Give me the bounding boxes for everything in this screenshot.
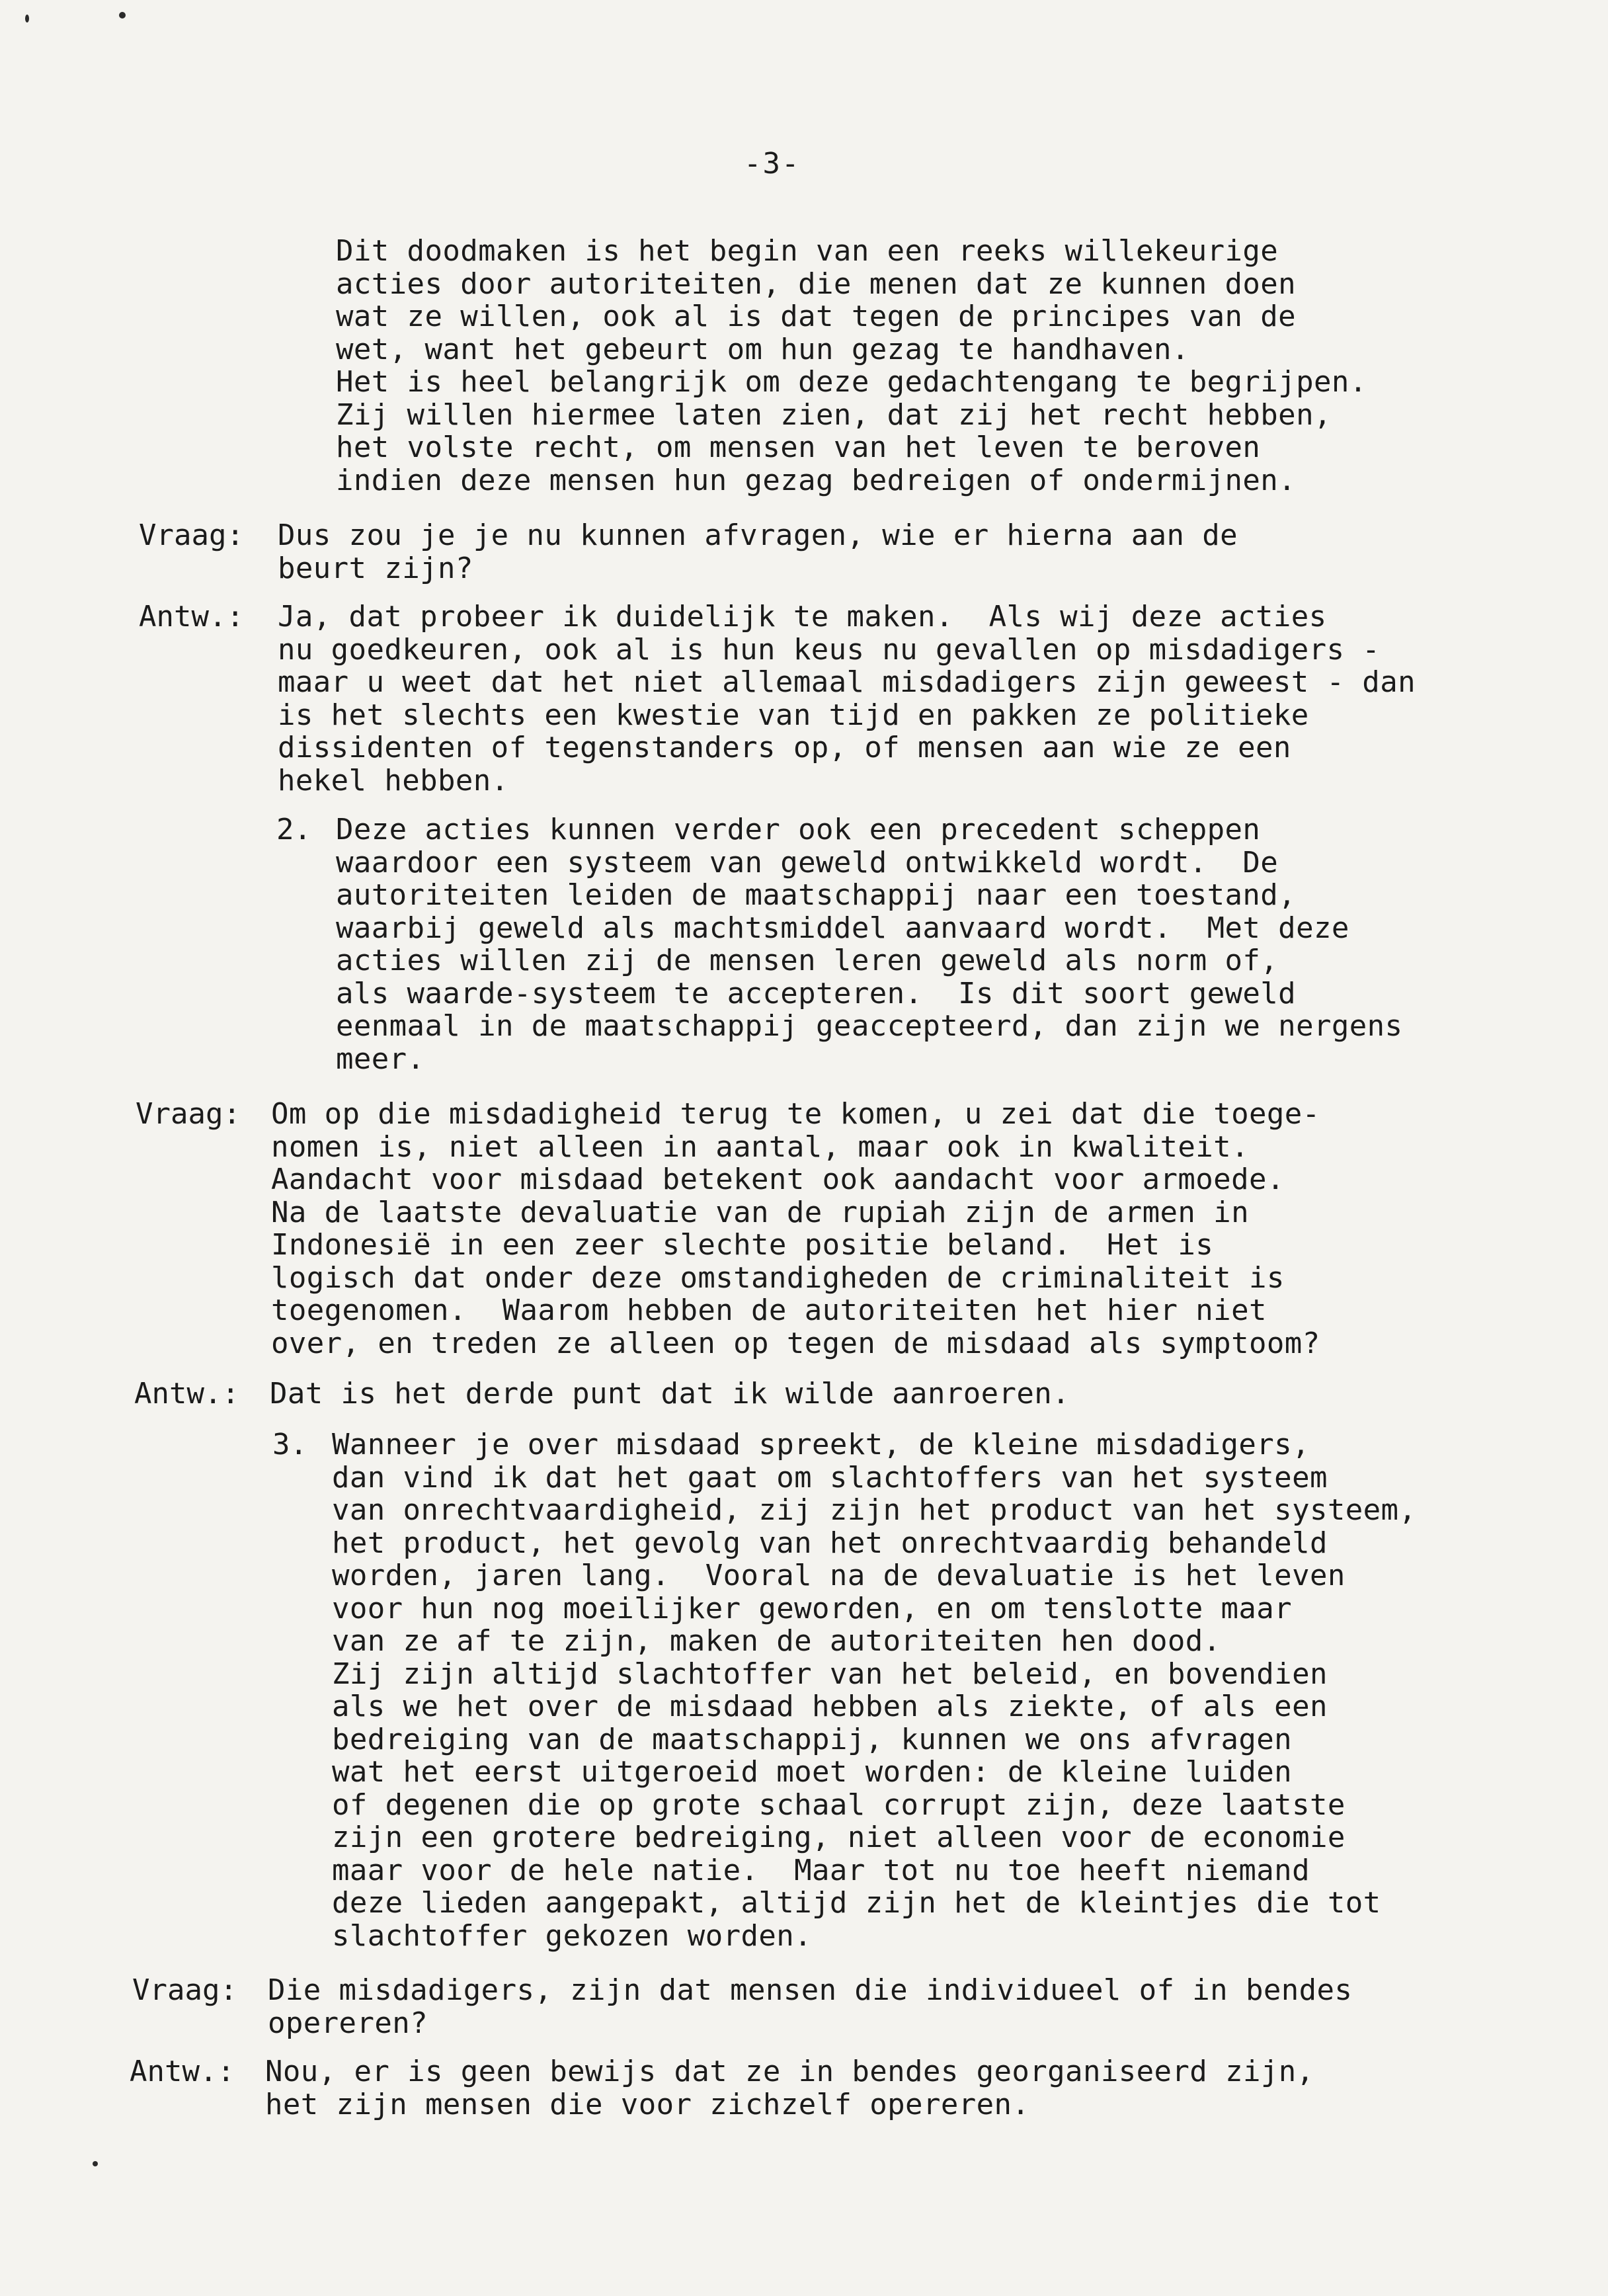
text-line: dan vind ik dat het gaat om slachtoffers van het systeem: [332, 1460, 1328, 1495]
text-line: acties willen zij de mensen leren geweld als norm of,: [336, 944, 1279, 977]
answer-text: [278, 600, 1416, 797]
text-line: als waarde-systeem te accepteren. Is dit soort geweld: [336, 976, 1297, 1010]
speaker-label: Antw.:: [130, 2055, 235, 2088]
text-line: Na de laatste devaluatie van de rupiah zijn de armen in: [271, 1195, 1249, 1229]
text-line: toegenomen. Waarom hebben de autoriteiten het hier niet: [271, 1293, 1267, 1327]
text-line: zijn een grotere bedreiging, niet alleen voor de economie: [332, 1821, 1346, 1854]
paragraph-lines: [336, 235, 1367, 497]
text-line: Zij zijn altijd slachtoffer van het beleid, en bovendien: [332, 1657, 1328, 1691]
text-line: slachtoffer gekozen worden.: [332, 1918, 813, 1953]
text-line: voor hun nog moeilijker geworden, en om tenslotte maar: [332, 1591, 1293, 1625]
speaker-label: Vraag:: [139, 518, 244, 552]
text-line: nomen is, niet alleen in aantal, maar ook in kwaliteit.: [271, 1129, 1249, 1164]
page-number: -3-: [744, 147, 801, 181]
point-number: 2.: [276, 813, 311, 846]
scan-speck: [25, 15, 29, 22]
text-line: Die misdadigers, zijn dat mensen die individueel of in bendes: [268, 1973, 1353, 2007]
scan-speck: [93, 2161, 98, 2166]
text-line: waarbij geweld als machtsmiddel aanvaard wordt. Met deze: [336, 911, 1349, 945]
speaker-label: Vraag:: [132, 1973, 237, 2007]
text-line: deze lieden aangepakt, altijd zijn het de kleintjes die tot: [332, 1886, 1381, 1920]
text-line: van ze af te zijn, maken de autoriteiten hen dood.: [332, 1624, 1221, 1658]
speaker-label: Vraag:: [136, 1097, 241, 1131]
speaker-label: Antw.:: [139, 600, 244, 634]
text-line: maar voor de hele natie. Maar tot nu toe heeft niemand: [332, 1853, 1310, 1887]
text-line: logisch dat onder deze omstandigheden de criminaliteit is: [271, 1260, 1285, 1295]
text-line: worden, jaren lang. Vooral na de devaluatie is het leven: [332, 1559, 1346, 1592]
text-line: indien deze mensen hun gezag bedreigen of ondermijnen.: [336, 463, 1297, 497]
point-text: [332, 1428, 1416, 1952]
answer-text: [265, 2055, 1314, 2121]
text-line: dissidenten of tegenstanders op, of mensen aan wie ze een: [278, 731, 1291, 764]
text-line: wet, want het gebeurt om hun gezag te handhaven.: [336, 332, 1189, 366]
text-line: Ja, dat probeer ik duidelijk te maken. Als wij deze acties: [278, 600, 1327, 634]
text-line: Deze acties kunnen verder ook een precedent scheppen: [336, 813, 1261, 846]
speaker-label: Antw.:: [134, 1377, 239, 1411]
text-line: Dus zou je je nu kunnen afvragen, wie er hierna aan de: [278, 518, 1238, 552]
text-line: Dat is het derde punt dat ik wilde aanroeren.: [270, 1377, 1070, 1411]
text-line: of degenen die op grote schaal corrupt zijn, deze laatste: [332, 1787, 1346, 1822]
point-text: [336, 813, 1402, 1075]
text-line: beurt zijn?: [278, 551, 473, 585]
text-line: het zijn mensen die voor zichzelf opereren.: [265, 2087, 1030, 2121]
text-line: wat ze willen, ook al is dat tegen de principes van de: [336, 300, 1297, 333]
text-line: als we het over de misdaad hebben als ziekte, of als een: [332, 1690, 1328, 1723]
text-line: Aandacht voor misdaad betekent ook aandacht voor armoede.: [271, 1163, 1285, 1196]
text-line: van onrechtvaardigheid, zij zijn het product van het systeem,: [332, 1493, 1417, 1527]
text-line: wat het eerst uitgeroeid moet worden: de kleine luiden: [332, 1755, 1293, 1789]
text-line: maar u weet dat het niet allemaal misdadigers zijn geweest - dan: [278, 665, 1416, 699]
text-line: eenmaal in de maatschappij geaccepteerd, dan zijn we nergens: [336, 1009, 1403, 1043]
text-line: Indonesië in een zeer slechte positie beland. Het is: [271, 1228, 1214, 1262]
text-line: autoriteiten leiden de maatschappij naar een toestand,: [336, 878, 1297, 912]
text-line: Om op die misdadigheid terug te komen, u zei dat die toege-: [271, 1097, 1320, 1131]
question-text: [278, 519, 1238, 585]
text-line: het volste recht, om mensen van het leven te beroven: [336, 430, 1261, 464]
text-line: het product, het gevolg van het onrechtvaardig behandeld: [332, 1526, 1328, 1560]
text-line: opereren?: [268, 2006, 428, 2040]
answer-text: [270, 1377, 1070, 1411]
question-text: [271, 1098, 1320, 1360]
text-line: Het is heel belangrijk om deze gedachtengang te begrijpen.: [336, 365, 1367, 399]
text-line: hekel hebben.: [278, 763, 509, 798]
question-text: [268, 1974, 1352, 2039]
point-number: 3.: [272, 1428, 307, 1461]
text-line: Wanneer je over misdaad spreekt, de kleine misdadigers,: [332, 1428, 1310, 1461]
text-line: Nou, er is geen bewijs dat ze in bendes georganiseerd zijn,: [265, 2055, 1314, 2088]
scan-speck: [119, 12, 126, 19]
text-line: Dit doodmaken is het begin van een reeks willekeurige: [336, 234, 1279, 268]
text-line: acties door autoriteiten, die menen dat ze kunnen doen: [336, 266, 1297, 301]
text-line: bedreiging van de maatschappij, kunnen we ons afvragen: [332, 1722, 1293, 1756]
text-line: is het slechts een kwestie van tijd en pakken ze politieke: [278, 698, 1309, 732]
text-line: meer.: [336, 1042, 425, 1076]
text-line: over, en treden ze alleen op tegen de misdaad als symptoom?: [271, 1326, 1320, 1360]
text-line: nu goedkeuren, ook al is hun keus nu gevallen op misdadigers -: [278, 632, 1381, 667]
text-line: Zij willen hiermee laten zien, dat zij het recht hebben,: [336, 397, 1332, 432]
text-line: waardoor een systeem van geweld ontwikkeld wordt. De: [336, 845, 1279, 880]
